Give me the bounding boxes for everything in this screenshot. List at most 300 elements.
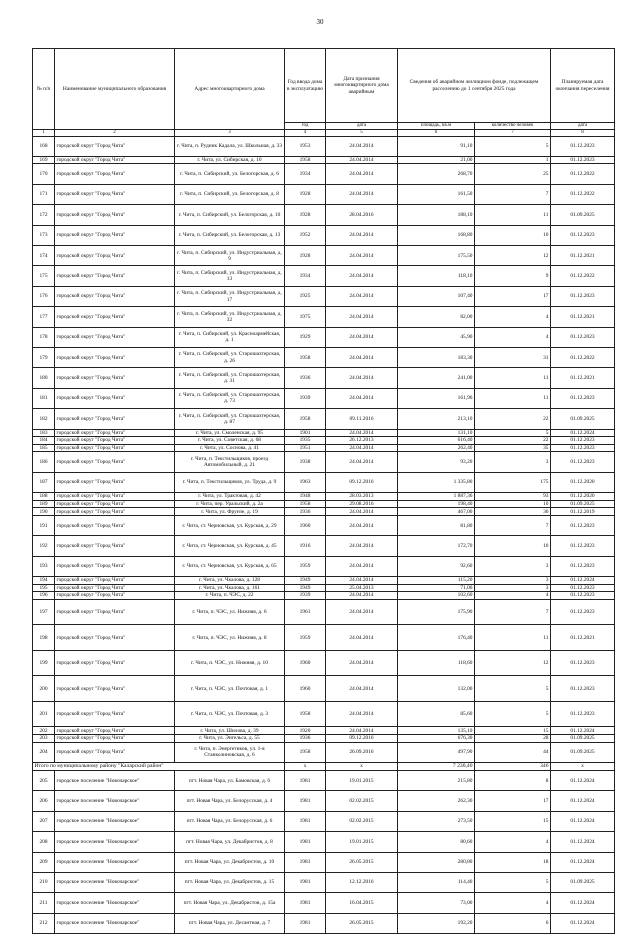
recognition-date-cell: 24.04.2014 [326, 348, 398, 368]
row-number: 190 [33, 508, 55, 516]
year-cell: 1949 [285, 584, 326, 592]
planned-date-cell: 01.12.2021 [551, 368, 615, 388]
people-cell: 15 [475, 811, 551, 831]
planned-date-cell: 01.12.2021 [551, 625, 615, 651]
row-number: 211 [33, 893, 55, 913]
area-cell: 280,80 [398, 852, 475, 872]
address-cell: г. Чита, п. Сибирский, ул. Белогорская, д. 6 [175, 164, 285, 184]
people-cell: 3 [475, 577, 551, 585]
table-row [33, 791, 615, 811]
table-row [33, 556, 615, 576]
year-cell: 1949 [285, 577, 326, 585]
planned-date-cell: 01.12.2021 [551, 307, 615, 327]
row-number: 170 [33, 164, 55, 184]
area-cell: 161,96 [398, 388, 475, 408]
table-row [33, 225, 615, 245]
year-cell: 1953 [285, 136, 326, 156]
area-cell: 132,00 [398, 676, 475, 702]
municipality-cell: городской округ "Город Чита" [55, 164, 175, 184]
recognition-date-cell: 24.04.2014 [326, 556, 398, 576]
planned-date-cell: 01.12.2021 [551, 246, 615, 266]
year-cell: 1981 [285, 832, 326, 852]
row-number: 212 [33, 913, 55, 933]
area-cell: 21,00 [398, 156, 475, 164]
recognition-date-cell: 12.12.2016 [326, 872, 398, 892]
address-cell: г. Чита, п. Сибирский, ул. Старошахтерская, д. 87 [175, 409, 285, 429]
total-label: Итого по муниципальному району "Каларский район" [33, 762, 285, 770]
planned-date-cell: 01.12.2023 [551, 701, 615, 727]
address-cell: г. Чита, п. ЧЭС, ул. Почтовая, д. 3 [175, 701, 285, 727]
year-cell: 1928 [285, 205, 326, 225]
people-cell: 10 [475, 500, 551, 508]
area-cell: 467,00 [398, 508, 475, 516]
table-row [33, 625, 615, 651]
year-cell: 1981 [285, 893, 326, 913]
address-cell: пгт. Новая Чара, ул. Декабристов, д. 8 [175, 832, 285, 852]
planned-date-cell: 01.12.2024 [551, 852, 615, 872]
people-cell: 10 [475, 536, 551, 556]
year-cell: 1958 [285, 156, 326, 164]
people-cell: 36 [475, 508, 551, 516]
row-number: 187 [33, 472, 55, 492]
people-cell: 31 [475, 348, 551, 368]
table-row [33, 599, 615, 625]
address-cell: г. Чита, п. Энергетиков, ул. 1-я Станколиновская, д. 6 [175, 742, 285, 762]
recognition-date-cell: 24.04.2014 [326, 676, 398, 702]
area-cell: 268,70 [398, 164, 475, 184]
row-number: 180 [33, 368, 55, 388]
year-cell: 1975 [285, 307, 326, 327]
year-cell: 1916 [285, 536, 326, 556]
area-cell: 82,00 [398, 307, 475, 327]
year-cell: 1928 [285, 246, 326, 266]
municipality-cell: городское поселение "Новочарское" [55, 832, 175, 852]
row-number: 203 [33, 734, 55, 742]
municipality-cell: городской округ "Город Чита" [55, 136, 175, 156]
municipality-cell: городское поселение "Новочарское" [55, 811, 175, 831]
area-cell: 273,50 [398, 811, 475, 831]
recognition-date-cell: 28.03.2013 [326, 493, 398, 501]
recognition-date-cell: 24.04.2014 [326, 184, 398, 204]
year-cell: 1959 [285, 556, 326, 576]
municipality-cell: городской округ "Город Чита" [55, 701, 175, 727]
municipality-cell: городское поселение "Новочарское" [55, 770, 175, 790]
address-cell: г. Чита, п. Сибирский, ул. Белогорская, д. 13 [175, 225, 285, 245]
planned-date-cell: 01.09.2025 [551, 734, 615, 742]
row-number: 168 [33, 136, 55, 156]
address-cell: г. Чита, п. Сибирский, ул. Индустриальная, д. 13 [175, 266, 285, 286]
area-cell: 107,40 [398, 286, 475, 306]
area-cell: 81,80 [398, 515, 475, 535]
planned-date-cell: 01.12.2023 [551, 136, 615, 156]
table-row [33, 493, 615, 501]
recognition-date-cell: 24.04.2014 [326, 650, 398, 676]
address-cell: г. Чита, п. Сибирский, ул. Красноармейская, д. 1 [175, 327, 285, 347]
page-number: 30 [316, 18, 324, 26]
municipality-cell: городской округ "Город Чита" [55, 599, 175, 625]
table-row [33, 727, 615, 735]
row-number: 183 [33, 429, 55, 437]
recognition-date-cell: 09.11.2016 [326, 409, 398, 429]
table-row [33, 472, 615, 492]
table-row [33, 164, 615, 184]
people-cell: 7 [475, 184, 551, 204]
area-cell: 176,40 [398, 625, 475, 651]
municipality-cell: городской округ "Город Чита" [55, 556, 175, 576]
address-cell: пгт. Новая Чара, ул. Десантная, д. 7 [175, 913, 285, 933]
address-cell: г. Чита, ул. Фрунзе, д. 19 [175, 508, 285, 516]
year-cell: 1901 [285, 429, 326, 437]
municipality-cell: городской округ "Город Чита" [55, 452, 175, 472]
address-cell: г. Чита, ул. Соснова, д. 41 [175, 444, 285, 452]
planned-date-cell: 01.12.2024 [551, 913, 615, 933]
address-cell: г. Чита, ул. Чкалова, д. 128 [175, 577, 285, 585]
year-cell: 1958 [285, 500, 326, 508]
people-cell: 17 [475, 791, 551, 811]
total-year: x [285, 762, 326, 770]
address-cell: г. Чита, п. Сибирский, ул. Белогорская, д. 8 [175, 184, 285, 204]
recognition-date-cell: 29.08.2016 [326, 500, 398, 508]
table-row [33, 444, 615, 452]
municipality-cell: городской округ "Город Чита" [55, 500, 175, 508]
people-cell: 11 [475, 388, 551, 408]
table-row [33, 770, 615, 790]
table-row [33, 536, 615, 556]
planned-date-cell: 01.12.2024 [551, 429, 615, 437]
address-cell: г. Чита, п. Текстильщиков, проезд Автомобильный, д. 21 [175, 452, 285, 472]
municipality-cell: городской округ "Город Чита" [55, 584, 175, 592]
address-cell: г. Чита, п. Сибирский, ул. Старошахтерская, д. 31 [175, 368, 285, 388]
recognition-date-cell: 24.04.2014 [326, 701, 398, 727]
area-cell: 1 335,80 [398, 472, 475, 492]
table-row [33, 500, 615, 508]
row-number: 171 [33, 184, 55, 204]
row-number: 210 [33, 872, 55, 892]
area-cell: 161,50 [398, 184, 475, 204]
row-number: 189 [33, 500, 55, 508]
address-cell: г. Чита, п. Сибирский, ул. Старошахтерская, д. 26 [175, 348, 285, 368]
row-number: 199 [33, 650, 55, 676]
address-cell: пгт. Новая Чара, ул. Декабристов, д. 15а [175, 893, 285, 913]
people-cell: 3 [475, 556, 551, 576]
area-cell: 1 887,36 [398, 493, 475, 501]
address-cell: г. Чита, п. Сибирский, ул. Старошахтерская, д. 73 [175, 388, 285, 408]
recognition-date-cell: 24.04.2014 [326, 286, 398, 306]
recognition-date-cell: 09.12.2016 [326, 734, 398, 742]
planned-date-cell: 01.09.2025 [551, 742, 615, 762]
address-cell: г. Чита, ул. Сибирская, д. 10 [175, 156, 285, 164]
municipality-cell: городской округ "Город Чита" [55, 577, 175, 585]
row-number: 209 [33, 852, 55, 872]
people-cell: 8 [475, 770, 551, 790]
municipality-cell: городской округ "Город Чита" [55, 437, 175, 445]
year-cell: 1936 [285, 368, 326, 388]
total-date: x [551, 762, 615, 770]
municipality-cell: городской округ "Город Чита" [55, 266, 175, 286]
recognition-date-cell: 24.04.2014 [326, 156, 398, 164]
table-row [33, 266, 615, 286]
header-municipality: Наименование муниципального образования [55, 49, 175, 130]
year-cell: 1925 [285, 286, 326, 306]
address-cell: г. Чита, пер. Уральский, д. 2а [175, 500, 285, 508]
people-cell: 9 [475, 266, 551, 286]
row-number: 196 [33, 592, 55, 600]
table-row [33, 286, 615, 306]
table-row [33, 676, 615, 702]
table-row [33, 742, 615, 762]
people-cell: 7 [475, 599, 551, 625]
planned-date-cell: 01.12.2023 [551, 592, 615, 600]
recognition-date-cell: 19.01.2015 [326, 832, 398, 852]
address-cell: г. Чита, ул. Советская, д. 68 [175, 437, 285, 445]
people-cell: 175 [475, 472, 551, 492]
municipality-cell: городской округ "Город Чита" [55, 676, 175, 702]
year-cell: 1939 [285, 592, 326, 600]
row-number: 208 [33, 832, 55, 852]
area-cell: 213,10 [398, 409, 475, 429]
table-row [33, 327, 615, 347]
people-cell: 4 [475, 592, 551, 600]
municipality-cell: городской округ "Город Чита" [55, 508, 175, 516]
address-cell: г. Чита, ст. Черновская, ул. Курская, д. 65 [175, 556, 285, 576]
row-number: 193 [33, 556, 55, 576]
table-row [33, 156, 615, 164]
table-row [33, 429, 615, 437]
planned-date-cell: 01.12.2022 [551, 184, 615, 204]
people-cell: 5 [475, 701, 551, 727]
planned-date-cell: 01.12.2023 [551, 452, 615, 472]
row-number: 186 [33, 452, 55, 472]
col-num-8: 8 [551, 129, 615, 136]
planned-date-cell: 01.12.2023 [551, 556, 615, 576]
recognition-date-cell: 19.01.2015 [326, 770, 398, 790]
municipality-cell: городской округ "Город Чита" [55, 727, 175, 735]
year-cell: 1958 [285, 701, 326, 727]
row-number: 198 [33, 625, 55, 651]
municipality-cell: городской округ "Город Чита" [55, 286, 175, 306]
recognition-date-cell: 24.04.2014 [326, 327, 398, 347]
municipality-cell: городской округ "Город Чита" [55, 742, 175, 762]
year-cell: 1960 [285, 650, 326, 676]
table-row [33, 872, 615, 892]
row-number: 202 [33, 727, 55, 735]
total-recognition: x [326, 762, 398, 770]
year-cell: 1920 [285, 727, 326, 735]
year-cell: 1951 [285, 444, 326, 452]
people-cell: 17 [475, 286, 551, 306]
row-number: 205 [33, 770, 55, 790]
people-cell: 5 [475, 872, 551, 892]
address-cell: г. Чита, ст. Черновская, ул. Курская, д. 45 [175, 536, 285, 556]
municipality-cell: городской округ "Город Чита" [55, 493, 175, 501]
municipality-cell: городское поселение "Новочарское" [55, 852, 175, 872]
planned-date-cell: 01.12.2023 [551, 327, 615, 347]
municipality-cell: городской округ "Город Чита" [55, 444, 175, 452]
address-cell: г. Чита, п. ЧЭС, ул. Нижняя, д. 6 [175, 599, 285, 625]
recognition-date-cell: 24.04.2014 [326, 515, 398, 535]
year-cell: 1938 [285, 452, 326, 472]
people-cell: 28 [475, 734, 551, 742]
recognition-date-cell: 25.04.2013 [326, 584, 398, 592]
table-row [33, 650, 615, 676]
row-number: 178 [33, 327, 55, 347]
people-cell: 12 [475, 650, 551, 676]
planned-date-cell: 01.12.2023 [551, 599, 615, 625]
municipality-cell: городской округ "Город Чита" [55, 409, 175, 429]
recognition-date-cell: 24.04.2014 [326, 429, 398, 437]
people-cell: 11 [475, 625, 551, 651]
planned-date-cell: 01.12.2024 [551, 727, 615, 735]
header-planned-date: Планируемая дата окончания переселения [551, 49, 615, 123]
year-cell: 1959 [285, 625, 326, 651]
municipality-cell: городской округ "Город Чита" [55, 246, 175, 266]
planned-date-cell: 01.12.2019 [551, 508, 615, 516]
area-cell: 118,60 [398, 650, 475, 676]
table-row [33, 307, 615, 327]
col-num-4: 4 [285, 129, 326, 136]
row-number: 179 [33, 348, 55, 368]
municipality-cell: городской округ "Город Чита" [55, 156, 175, 164]
table-row [33, 701, 615, 727]
header-year: Год ввода дома в эксплуатацию [285, 49, 326, 123]
row-number: 184 [33, 437, 55, 445]
area-cell: 114,40 [398, 872, 475, 892]
area-cell: 85,60 [398, 701, 475, 727]
municipality-cell: городской округ "Город Чита" [55, 205, 175, 225]
address-cell: пгт. Новая Чара, ул. Декабристов, д. 15 [175, 872, 285, 892]
recognition-date-cell: 24.04.2014 [326, 452, 398, 472]
recognition-date-cell: 24.04.2014 [326, 444, 398, 452]
area-cell: 71,00 [398, 584, 475, 592]
people-cell: 3 [475, 584, 551, 592]
address-cell: г. Чита, п. ЧЭС, д. 22 [175, 592, 285, 600]
recognition-date-cell: 24.04.2014 [326, 388, 398, 408]
area-cell: 188,10 [398, 205, 475, 225]
municipality-cell: городской округ "Город Чита" [55, 327, 175, 347]
planned-date-cell: 01.12.2020 [551, 472, 615, 492]
address-cell: г. Чита, ул. Шилова, д. 39 [175, 727, 285, 735]
row-number: 195 [33, 584, 55, 592]
recognition-date-cell: 09.12.2016 [326, 472, 398, 492]
table-row [33, 246, 615, 266]
area-cell: 262,40 [398, 444, 475, 452]
address-cell: пгт. Новая Чара, ул. Декабристов, д. 10 [175, 852, 285, 872]
planned-date-cell: 01.12.2023 [551, 156, 615, 164]
people-cell: 11 [475, 368, 551, 388]
recognition-date-cell: 26.12.2013 [326, 437, 398, 445]
people-cell: 22 [475, 409, 551, 429]
planned-date-cell: 01.12.2022 [551, 266, 615, 286]
year-cell: 1981 [285, 791, 326, 811]
area-cell: 192,20 [398, 913, 475, 933]
address-cell: г. Чита, п. Текстильщиков, ул. Труда, д. 9 [175, 472, 285, 492]
recognition-date-cell: 24.04.2014 [326, 592, 398, 600]
area-cell: 73,00 [398, 893, 475, 913]
people-cell: 1 [475, 156, 551, 164]
address-cell: пгт. Новая Чара, ул. Бамовская, д. 6 [175, 770, 285, 790]
area-cell: 676,30 [398, 734, 475, 742]
area-cell: 93,20 [398, 452, 475, 472]
col-num-5: 5 [326, 129, 398, 136]
row-number: 191 [33, 515, 55, 535]
row-number: 197 [33, 599, 55, 625]
address-cell: г. Чита, п. Сибирский, ул. Индустриальная, д. 32 [175, 307, 285, 327]
recognition-date-cell: 24.04.2014 [326, 625, 398, 651]
area-cell: 45,90 [398, 327, 475, 347]
address-cell: г. Чита, п. ЧЭС, ул. Почтовая, д. 1 [175, 676, 285, 702]
planned-date-cell: 01.12.2023 [551, 437, 615, 445]
municipality-cell: городской округ "Город Чита" [55, 536, 175, 556]
municipality-cell: городской округ "Город Чита" [55, 225, 175, 245]
planned-date-cell: 01.09.2025 [551, 872, 615, 892]
planned-date-cell: 01.12.2024 [551, 770, 615, 790]
area-cell: 497,90 [398, 742, 475, 762]
area-cell: 115,20 [398, 577, 475, 585]
table-row [33, 184, 615, 204]
municipality-cell: городской округ "Город Чита" [55, 515, 175, 535]
address-cell: г. Чита, п. Рудник Кадала, ул. Школьная, д. 33 [175, 136, 285, 156]
people-cell: 12 [475, 246, 551, 266]
planned-date-cell: 01.12.2023 [551, 584, 615, 592]
year-cell: 1981 [285, 811, 326, 831]
year-cell: 1981 [285, 872, 326, 892]
address-cell: пгт. Новая Чара, ул. Белорусская, д. 4 [175, 791, 285, 811]
planned-date-cell: 01.12.2023 [551, 536, 615, 556]
year-cell: 1935 [285, 437, 326, 445]
row-number: 177 [33, 307, 55, 327]
header-address: Адрес многоквартирного дома [175, 49, 285, 130]
planned-date-cell: 01.12.2024 [551, 811, 615, 831]
planned-date-cell: 01.09.2025 [551, 500, 615, 508]
row-number: 181 [33, 388, 55, 408]
recognition-date-cell: 24.04.2014 [326, 577, 398, 585]
people-cell: 4 [475, 832, 551, 852]
year-cell: 1934 [285, 164, 326, 184]
recognition-date-cell: 24.04.2014 [326, 246, 398, 266]
col-num-3: 3 [175, 129, 285, 136]
year-cell: 1928 [285, 184, 326, 204]
recognition-date-cell: 26.09.2016 [326, 742, 398, 762]
municipality-cell: городское поселение "Новочарское" [55, 893, 175, 913]
people-cell: 3 [475, 452, 551, 472]
planned-date-cell: 01.12.2022 [551, 164, 615, 184]
recognition-date-cell: 26.05.2015 [326, 913, 398, 933]
row-number: 175 [33, 266, 55, 286]
year-cell: 1934 [285, 266, 326, 286]
people-cell: 44 [475, 742, 551, 762]
municipality-cell: городской округ "Город Чита" [55, 184, 175, 204]
municipality-cell: городское поселение "Новочарское" [55, 913, 175, 933]
municipality-cell: городской округ "Город Чита" [55, 348, 175, 368]
row-number: 169 [33, 156, 55, 164]
table-row [33, 368, 615, 388]
year-cell: 1948 [285, 493, 326, 501]
row-number: 182 [33, 409, 55, 429]
address-cell: г. Чита, ул. Чкалова, д. 161 [175, 584, 285, 592]
planned-date-cell: 01.12.2023 [551, 225, 615, 245]
area-cell: 91,10 [398, 136, 475, 156]
people-cell: 10 [475, 225, 551, 245]
row-number: 172 [33, 205, 55, 225]
recognition-date-cell: 24.04.2014 [326, 727, 398, 735]
year-cell: 1981 [285, 852, 326, 872]
planned-date-cell: 01.12.2023 [551, 515, 615, 535]
recognition-date-cell: 24.04.2014 [326, 307, 398, 327]
address-cell: г. Чита, ул. Энгельса, д. 55 [175, 734, 285, 742]
planned-date-cell: 01.12.2024 [551, 577, 615, 585]
year-cell: 1981 [285, 770, 326, 790]
col-num-6: 6 [398, 129, 475, 136]
